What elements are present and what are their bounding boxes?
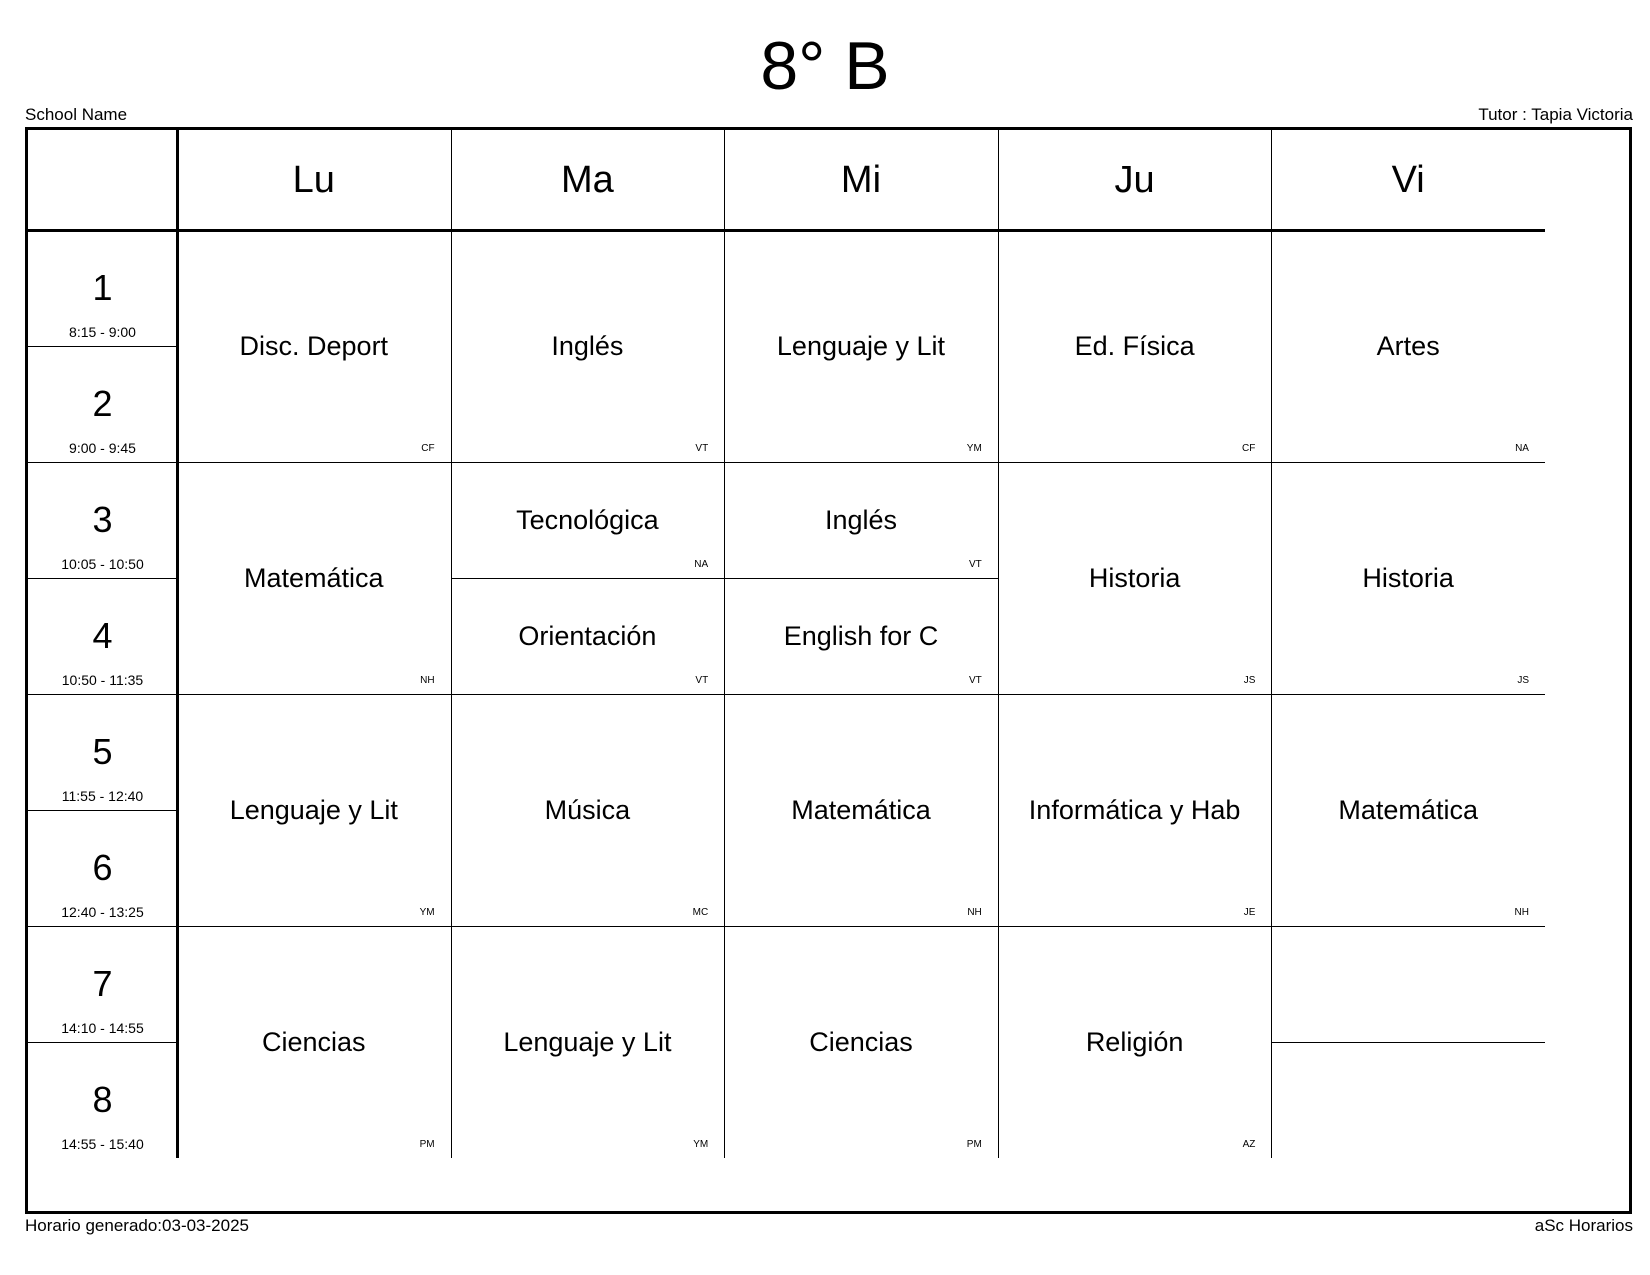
lesson-cell[interactable] — [724, 926, 998, 1158]
period-time: 14:55 - 15:40 — [61, 1136, 144, 1152]
lesson-cell[interactable] — [177, 462, 451, 694]
school-name: School Name — [25, 105, 128, 124]
period-time: 11:55 - 12:40 — [61, 788, 144, 804]
period-5 — [28, 694, 177, 810]
period-number: 3 — [92, 499, 113, 540]
period-divider — [28, 578, 177, 579]
lesson-teacher: YM — [693, 1139, 709, 1150]
period-8 — [28, 1042, 177, 1158]
day-header-label: Ma — [560, 158, 614, 201]
timetable-title: 8° B — [760, 28, 890, 104]
lesson-cell[interactable] — [724, 694, 998, 926]
generated-date: Horario generado:03-03-2025 — [25, 1216, 249, 1235]
lesson-cell[interactable] — [177, 230, 451, 462]
period-number: 4 — [92, 615, 113, 656]
lesson-cell[interactable] — [1271, 694, 1545, 926]
period-number: 2 — [92, 383, 113, 424]
lesson-cell[interactable] — [998, 462, 1272, 694]
lesson-teacher: NH — [967, 907, 982, 918]
period-time: 8:15 - 9:00 — [69, 324, 136, 340]
lesson-subject: Matemática — [1338, 794, 1478, 825]
lesson-split-divider — [451, 578, 725, 579]
lesson-subject: Ciencias — [809, 1026, 913, 1057]
lesson-teacher: NH — [1514, 907, 1529, 918]
lesson-subject: Lenguaje y Lit — [229, 794, 398, 825]
lesson-subject: Ciencias — [262, 1026, 366, 1057]
lesson-split-divider — [724, 578, 998, 579]
period-number: 7 — [92, 963, 113, 1004]
lesson-cell[interactable] — [724, 462, 998, 578]
day-column-divider — [724, 130, 725, 1158]
lesson-cell[interactable] — [724, 578, 998, 694]
empty-slot[interactable] — [1271, 1042, 1545, 1158]
lesson-cell[interactable] — [177, 694, 451, 926]
period-time: 9:00 - 9:45 — [69, 440, 136, 456]
lesson-subject: Disc. Deport — [239, 330, 389, 361]
generator-credit: aSc Horarios — [1534, 1216, 1633, 1235]
lesson-teacher: VT — [969, 675, 982, 686]
block-divider — [28, 462, 1545, 463]
lesson-subject: Matemática — [791, 794, 931, 825]
period-2 — [28, 346, 177, 462]
lesson-cell[interactable] — [1271, 230, 1545, 462]
block-divider — [28, 926, 1545, 927]
lesson-cell[interactable] — [724, 230, 998, 462]
lesson-cell[interactable] — [451, 578, 725, 694]
period-6 — [28, 810, 177, 926]
lesson-teacher: CF — [421, 443, 435, 454]
lesson-teacher: YM — [419, 907, 435, 918]
period-time: 12:40 - 13:25 — [61, 904, 144, 920]
day-header-label: Lu — [292, 158, 335, 201]
timetable-grid — [25, 127, 1632, 1214]
day-header-label: Mi — [840, 158, 882, 201]
lesson-teacher: VT — [969, 559, 982, 570]
lesson-teacher: YM — [966, 443, 982, 454]
lesson-subject: Música — [544, 794, 631, 825]
lesson-teacher: CF — [1242, 443, 1256, 454]
day-header-vi — [1271, 130, 1545, 230]
lesson-teacher: JS — [1243, 675, 1256, 686]
lesson-subject: English for C — [783, 620, 939, 651]
lesson-teacher: AZ — [1242, 1139, 1256, 1150]
day-column-divider — [451, 130, 452, 1158]
period-number: 5 — [92, 731, 113, 772]
lesson-teacher: PM — [419, 1139, 435, 1150]
lesson-teacher: JS — [1517, 675, 1529, 686]
lesson-subject: Lenguaje y Lit — [503, 1026, 672, 1057]
period-number: 1 — [92, 267, 113, 308]
period-time: 10:05 - 10:50 — [61, 556, 144, 572]
day-header-label: Vi — [1391, 158, 1425, 201]
lesson-cell[interactable] — [998, 694, 1272, 926]
day-header-lu — [177, 130, 451, 230]
period-column-divider — [176, 130, 179, 1158]
period-divider — [28, 810, 177, 811]
day-column-divider — [998, 130, 999, 1158]
lesson-subject: Inglés — [551, 330, 624, 361]
lesson-teacher: NA — [694, 559, 709, 570]
tutor-label: Tutor : Tapia Victoria — [1478, 105, 1633, 124]
lesson-cell[interactable] — [451, 694, 725, 926]
day-header-ju — [998, 130, 1272, 230]
lesson-subject: Religión — [1085, 1026, 1184, 1057]
lesson-teacher: VT — [695, 443, 709, 454]
empty-slot-divider — [1271, 1042, 1545, 1043]
header-divider — [28, 229, 1545, 232]
lesson-cell[interactable] — [177, 926, 451, 1158]
lesson-subject: Tecnológica — [516, 504, 659, 535]
lesson-subject: Artes — [1376, 330, 1440, 361]
lesson-teacher: JE — [1243, 907, 1256, 918]
lesson-cell[interactable] — [451, 926, 725, 1158]
lesson-subject: Ed. Física — [1074, 330, 1195, 361]
lesson-subject: Lenguaje y Lit — [776, 330, 946, 361]
lesson-teacher: NA — [1515, 443, 1529, 454]
period-4 — [28, 578, 177, 694]
lesson-subject: Historia — [1362, 562, 1454, 593]
empty-slot[interactable] — [1271, 926, 1545, 1042]
lesson-cell[interactable] — [998, 926, 1272, 1158]
lesson-subject: Orientación — [518, 620, 657, 651]
day-header-label: Ju — [1114, 158, 1155, 201]
lesson-subject: Matemática — [244, 562, 384, 593]
day-header-mi — [724, 130, 998, 230]
period-divider — [28, 346, 177, 347]
period-number: 6 — [92, 847, 113, 888]
lesson-subject: Informática y Hab — [1028, 794, 1241, 825]
day-header-ma — [451, 130, 725, 230]
day-column-divider — [1271, 130, 1272, 1158]
lesson-cell[interactable] — [451, 230, 725, 462]
lesson-cell[interactable] — [451, 462, 725, 578]
period-7 — [28, 926, 177, 1042]
period-divider — [28, 1042, 177, 1043]
lesson-subject: Inglés — [824, 504, 898, 535]
lesson-teacher: MC — [692, 907, 709, 918]
lesson-subject: Historia — [1088, 562, 1181, 593]
period-1 — [28, 230, 177, 346]
period-time: 10:50 - 11:35 — [61, 672, 144, 688]
lesson-teacher: PM — [966, 1139, 982, 1150]
period-3 — [28, 462, 177, 578]
lesson-teacher: NH — [420, 675, 435, 686]
lesson-cell[interactable] — [998, 230, 1272, 462]
period-number: 8 — [92, 1079, 113, 1120]
block-divider — [28, 694, 1545, 695]
lesson-teacher: VT — [695, 675, 709, 686]
period-time: 14:10 - 14:55 — [61, 1020, 144, 1036]
lesson-cell[interactable] — [1271, 462, 1545, 694]
